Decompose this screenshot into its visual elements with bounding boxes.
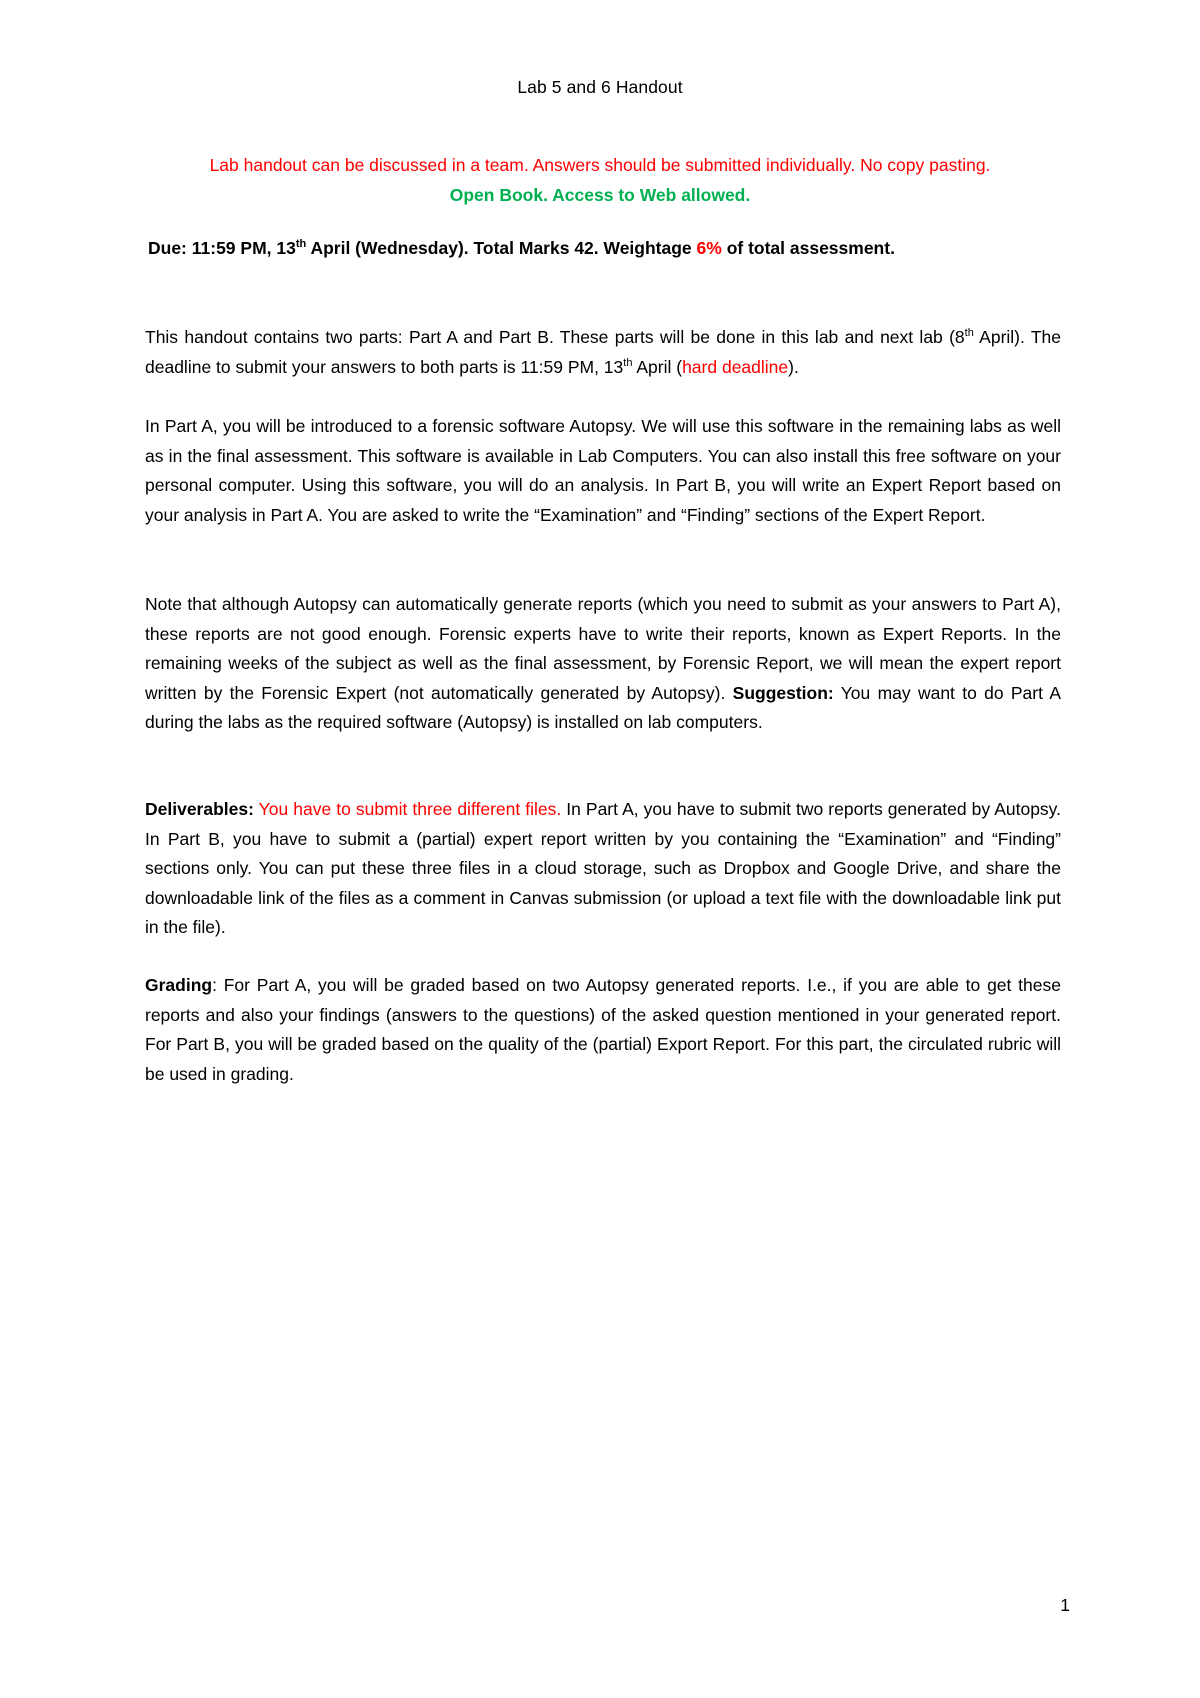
page-number: 1 (1060, 1595, 1070, 1615)
para3-text-2: You may want to do Part A during the labs as the required software (Autopsy) is installed on lab computers. (145, 682, 1061, 732)
para1-text-1: This handout contains two parts: Part A and Part B. These parts will be done in this lab and next lab (8 (145, 327, 965, 347)
due-line (148, 238, 1068, 259)
grading-label: Grading (145, 975, 213, 995)
paragraph-deliverables (145, 795, 1061, 943)
para3-text-1: Note that although Autopsy can automatically generate reports (which you need to submit as your answers to Part A), these reports are not good enough. Forensic experts have to write their reports, known as Expert Reports. In the remaining weeks of the subject as well as the final assessment, by Forensic Report, we will mean the expert report written by the Forensic Expert (not automatically generated by Autopsy). (145, 594, 1061, 703)
para1-sup-2: th (623, 356, 633, 369)
deliverables-label: Deliverables: (145, 799, 254, 819)
para5-text-1: : For Part A, you will be graded based on two Autopsy generated reports. I.e., if you are able to get these reports and also your findings (answers to the questions) of the asked question mentioned in your generated report. For Part B, you will be graded based on the quality of the (partial) Export Report. For this part, the circulated rubric will be used in grading. (145, 975, 1061, 1084)
para1-text-4: ). (788, 356, 799, 377)
notice-block (140, 150, 1060, 210)
document-title: Lab 5 and 6 Handout (517, 77, 683, 97)
para2-text: In Part A, you will be introduced to a forensic software Autopsy. We will use this software in the remaining labs as well as in the final assessment. This software is available in Lab Computers. You can also install this free software on your personal computer. Using this software, you will do an analysis. In Part B, you will write an Expert Report based on your analysis in Part A. You are asked to write the “Examination” and “Finding” sections of the Expert Report. (145, 416, 1061, 525)
paragraph-note (145, 590, 1061, 738)
team-notice: Lab handout can be discussed in a team. Answers should be submitted individually. No copy pasting. (209, 155, 991, 175)
paragraph-grading (145, 971, 1061, 1089)
due-text-2: April (Wednesday). Total Marks 42. Weightage (306, 238, 697, 258)
paragraph-parts (145, 323, 1061, 382)
due-sup: th (295, 238, 307, 251)
para1-sup-1: th (964, 327, 974, 340)
para1-text-2: April). The deadline to submit your answers to both parts is 11:59 PM, 13 (145, 327, 1062, 377)
paragraph-part-a-intro (145, 412, 1061, 530)
para4-text-1: In Part A, you have to submit two reports generated by Autopsy. In Part B, you have to submit a (partial) expert report written by you containing the “Examination” and “Finding” sections only. You can put these three files in a cloud storage, such as Dropbox and Google Drive, and share the downloadable link of the files as a comment in Canvas submission (or upload a text file with the downloadable link put in the file). (145, 799, 1061, 937)
hard-deadline-text: hard deadline (682, 356, 789, 377)
deliverables-highlight: You have to submit three different files. (253, 799, 562, 819)
due-text-1: Due: 11:59 PM, 13 (148, 238, 296, 258)
open-book-notice: Open Book. Access to Web allowed. (449, 185, 751, 205)
due-text-3: of total assessment. (721, 238, 895, 258)
para1-text-3: April ( (632, 356, 683, 377)
suggestion-label: Suggestion: (732, 682, 834, 703)
weightage-value: 6% (696, 238, 722, 258)
